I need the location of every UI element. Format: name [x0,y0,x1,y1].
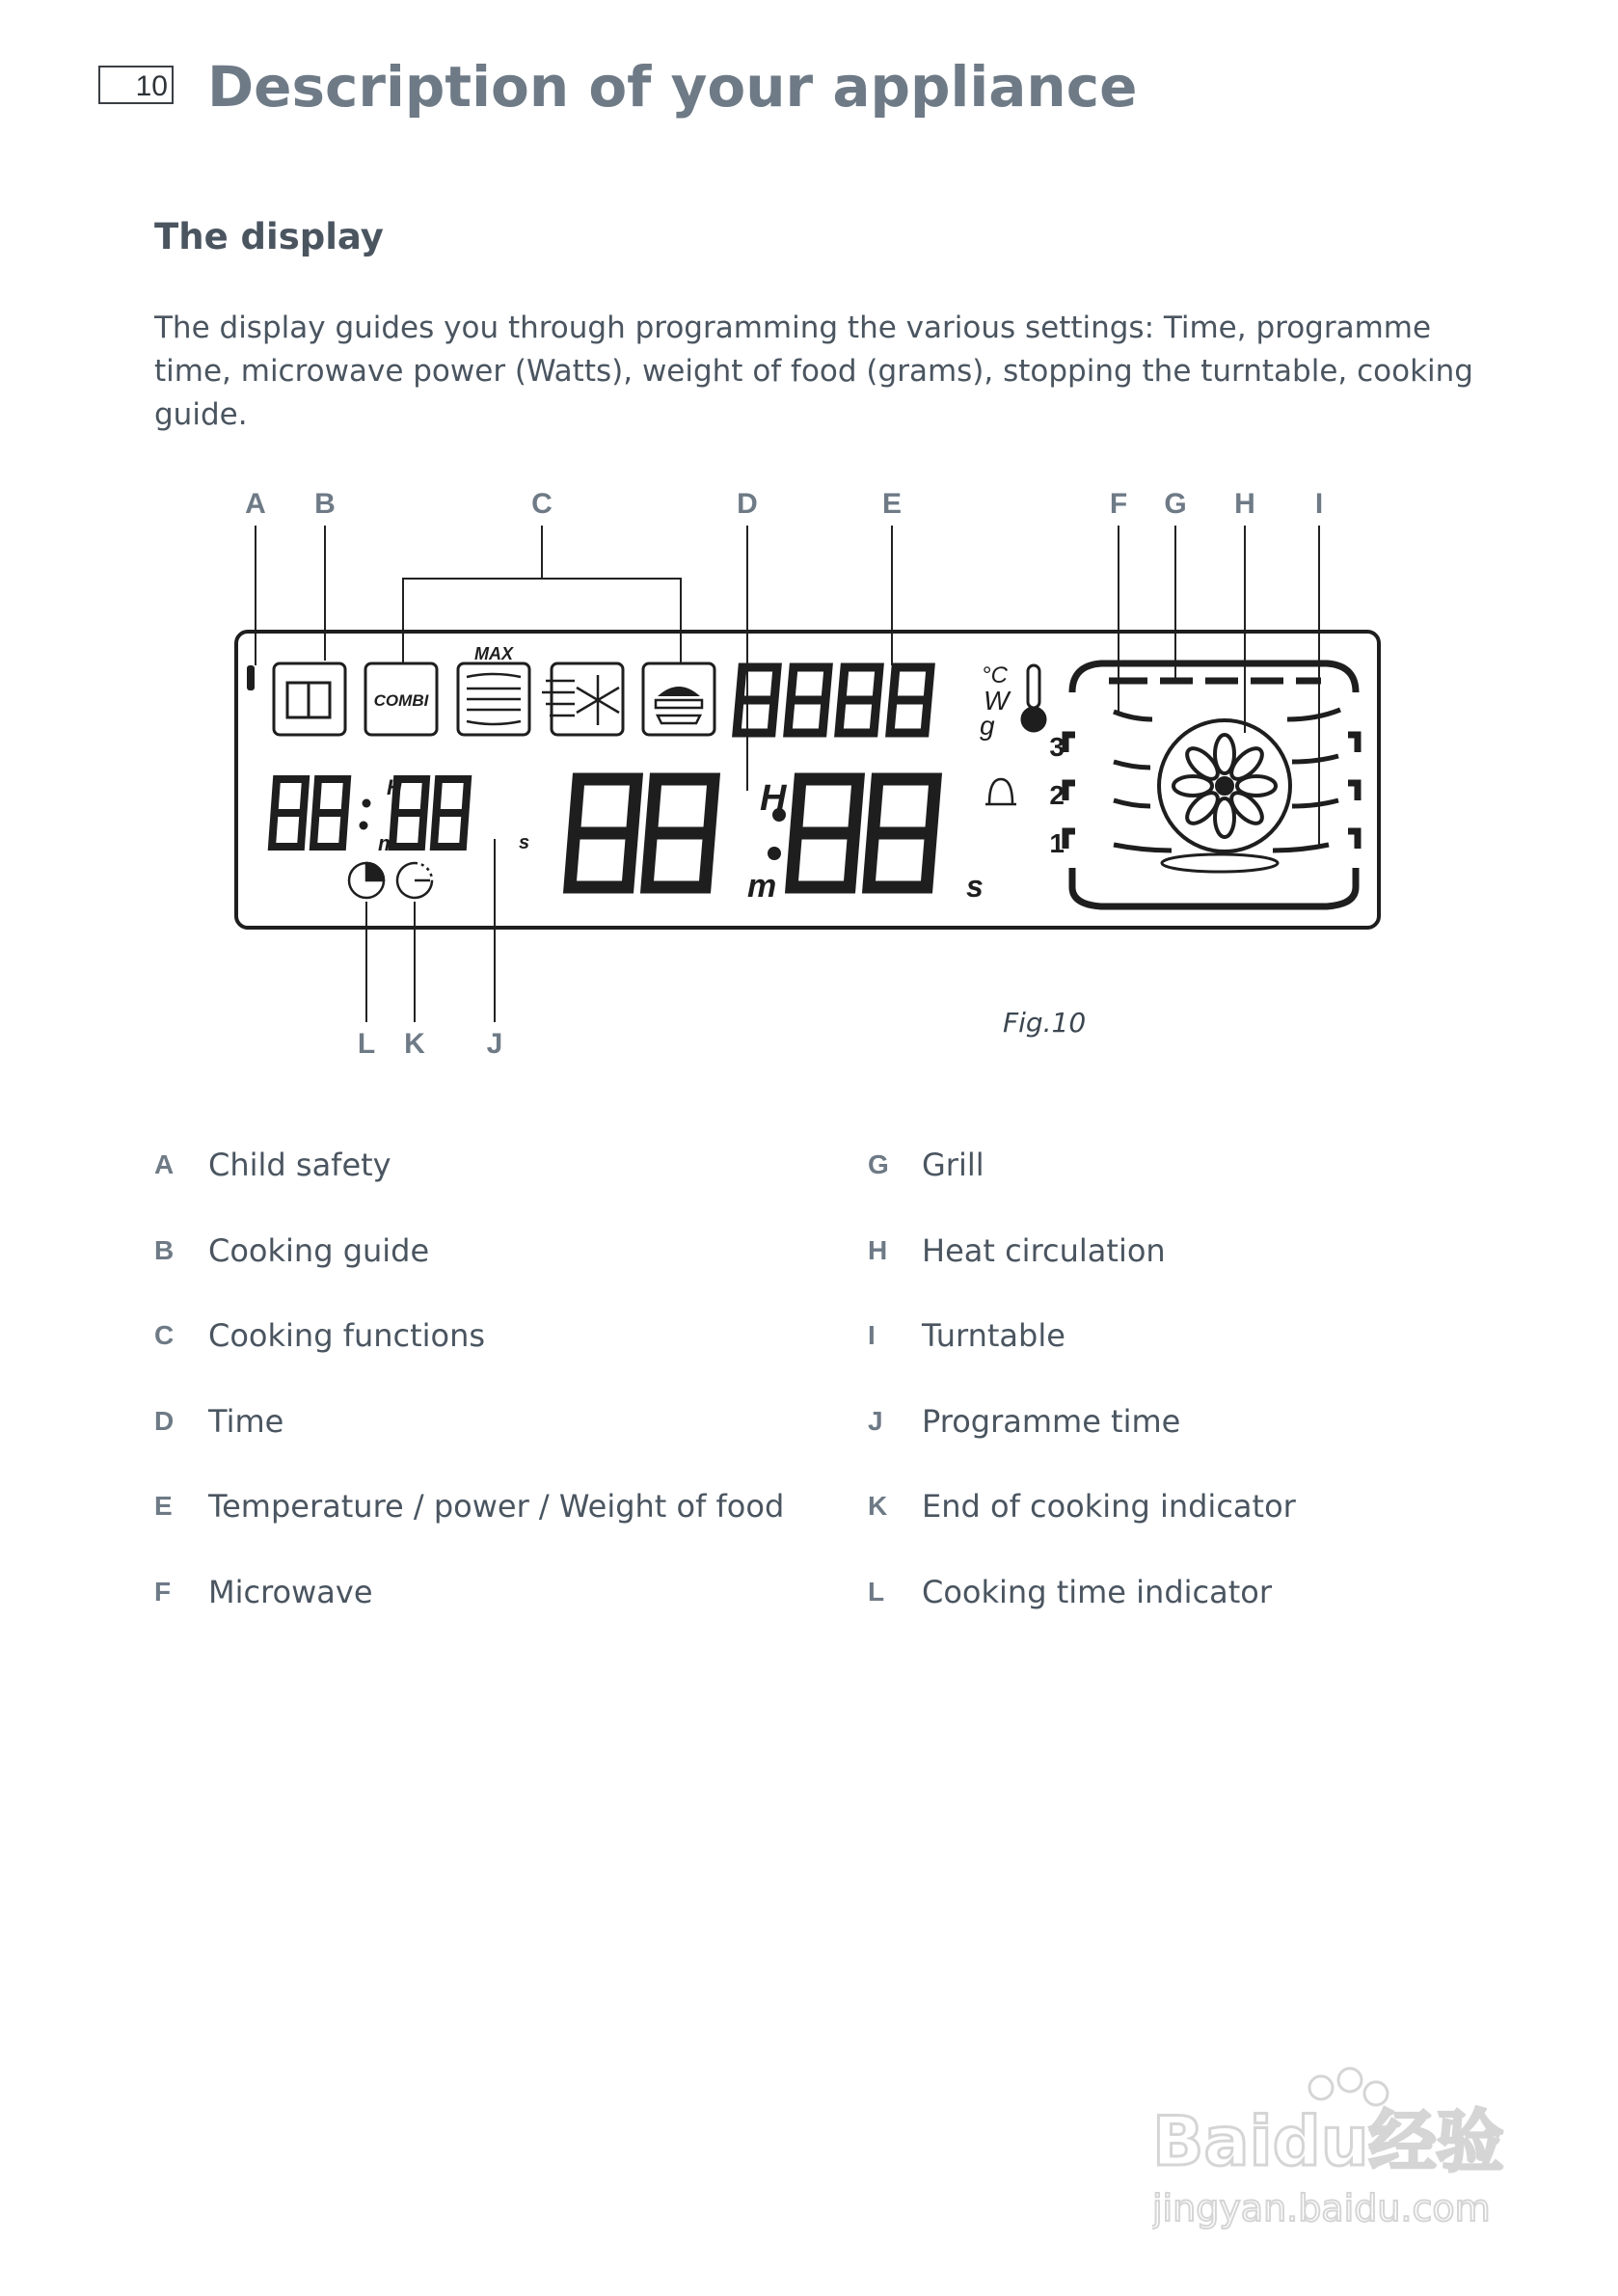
unit-gram: g [980,711,995,741]
book-icon [274,663,345,735]
callout-e: E [881,488,903,520]
legend-item: L Cooking time indicator [868,1573,1273,1610]
callout-a: A [245,488,266,520]
callout-l: L [357,1028,376,1060]
legend-item: G Grill [868,1147,984,1183]
callout-f: F [1109,488,1128,520]
page-number: 10 [98,66,174,104]
callout-d: D [737,488,758,520]
legend-item: H Heat circulation [868,1231,1166,1269]
cooking-time-indicator-icon [349,863,384,898]
thermometer-icon [1022,665,1045,731]
intro-paragraph: The display guides you through programming the various settings: Time, programme time, microwave power (Watts), weight of food (grams), stopping the turntable, cooking guide. [154,311,1473,432]
svg-text:m: m [747,868,777,905]
callout-c: C [531,488,553,520]
legend-item: I Turntable [868,1317,1065,1355]
callout-i: I [1314,488,1324,520]
level-2: 2 [1049,780,1065,810]
turntable-icon [1162,854,1278,872]
unit-celsius: °C [982,662,1008,689]
legend-item: E Temperature / power / Weight of food [154,1488,785,1526]
legend-item: B Cooking guide [154,1231,430,1269]
svg-text:H: H [387,775,402,799]
legend-item: A Child safety [154,1147,391,1183]
svg-text:Baidu经验: Baidu经验 [1152,2102,1504,2181]
svg-text:MAX: MAX [474,644,513,663]
callout-b: B [314,488,336,520]
fan-icon [1159,720,1290,851]
level-1: 1 [1049,828,1065,858]
svg-text:H: H [760,778,787,819]
callout-g: G [1164,488,1187,520]
page-title: Description of your appliance [207,54,1138,120]
callout-j: J [486,1028,503,1060]
callout-h: H [1234,488,1255,520]
section-heading: The display [154,216,384,257]
display-diagram [0,0,1618,1080]
legend-list [154,1136,1524,1649]
power-weight-digits [737,667,930,733]
legend-item: K End of cooking indicator [868,1488,1296,1526]
defrost-icon [542,663,623,735]
bell-icon [985,779,1016,804]
figure-caption: Fig.10 [1003,1007,1087,1039]
callout-k: K [404,1028,425,1060]
level-3: 3 [1049,732,1065,762]
pizza-icon [643,663,715,735]
svg-text:jingyan.baidu.com: jingyan.baidu.com [1152,2187,1491,2229]
programme-time-digits [272,779,468,847]
svg-text:COMBI: COMBI [373,691,429,710]
legend-item: F Microwave [154,1573,373,1610]
legend-item: D Time [154,1402,284,1440]
grill-max-icon [458,644,529,735]
end-cooking-indicator-icon [397,863,432,898]
svg-text:s: s [966,869,984,904]
svg-text:m: m [378,831,397,855]
baidu-watermark [1152,2059,1557,2252]
legend-item: J Programme time [868,1402,1181,1440]
svg-text:s: s [519,832,530,853]
legend-item: C Cooking functions [154,1317,486,1355]
combi-icon [365,663,437,735]
unit-watt: W [984,686,1010,716]
